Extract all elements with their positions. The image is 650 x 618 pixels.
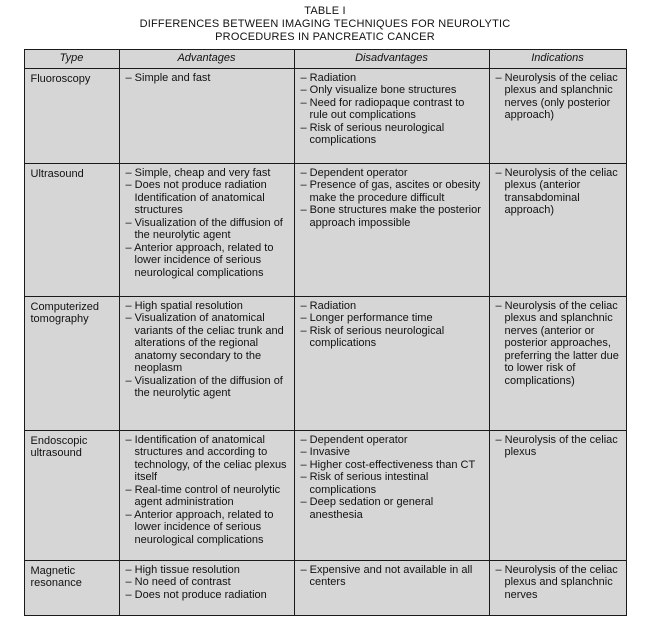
cell-type: Fluoroscopy bbox=[24, 68, 119, 163]
list-item: – Need for radiopaque contrast to rule out complications bbox=[300, 96, 465, 121]
list-item: – Presence of gas, ascites or obesity make the procedure difficult bbox=[300, 179, 481, 204]
cell-indications bbox=[489, 560, 626, 615]
list-item: – Invasive bbox=[300, 446, 351, 458]
list-item: – Identification of anatomical structures and according to technology, of the celiac plexus itself bbox=[125, 433, 287, 483]
list-item: – Does not produce radiation bbox=[125, 588, 267, 601]
cell-indications bbox=[489, 430, 626, 560]
table-row-fluoroscopy bbox=[24, 68, 626, 163]
cell-disadvantages bbox=[294, 296, 489, 430]
list-item: – Neurolysis of the celiac plexus and splanchnic nerves bbox=[495, 563, 618, 601]
cell-type: Computerized tomography bbox=[24, 296, 119, 430]
list-item: – High tissue resolution bbox=[125, 563, 240, 576]
cell-disadvantages bbox=[294, 163, 489, 296]
list-item: – Expensive and not available in all centers bbox=[300, 563, 473, 588]
cell-indications bbox=[489, 68, 626, 163]
list-item: – Bone structures make the posterior approach impossible bbox=[300, 204, 481, 229]
list-item: – Visualization of the diffusion of the neurolytic agent bbox=[125, 374, 283, 399]
list-item: – No need of contrast bbox=[125, 576, 231, 588]
cell-disadvantages bbox=[294, 68, 489, 163]
list-item: – Neurolysis of the celiac plexus and splanchnic nerves (anterior or posterior approaches, preferring the latter due to lower risk of complications) bbox=[495, 299, 619, 387]
list-item: – Neurolysis of the celiac plexus (anterior transabdominal approach) bbox=[495, 166, 618, 216]
cell-indications bbox=[489, 296, 626, 430]
list-item: – Real-time control of neurolytic agent administration bbox=[125, 483, 281, 508]
list-item: – Dependent operator bbox=[300, 433, 408, 446]
table-row-computerized-tomography bbox=[24, 296, 626, 430]
header-row bbox=[24, 50, 626, 69]
col-header-type: Type bbox=[24, 50, 119, 69]
table-caption-line-1: DIFFERENCES BETWEEN IMAGING TECHNIQUES FOR NEUROLYTIC bbox=[139, 18, 511, 30]
list-item: – Simple and fast bbox=[125, 71, 211, 84]
cell-disadvantages bbox=[294, 560, 489, 615]
list-item: – Anterior approach, related to lower incidence of serious neurological complications bbox=[125, 241, 274, 279]
list-item: – Visualization of anatomical variants of the celiac trunk and alterations of the regional anatomy secondary to the neoplasm bbox=[125, 312, 284, 374]
comparison-table bbox=[24, 49, 627, 616]
list-item: – High spatial resolution bbox=[125, 299, 243, 312]
list-item: – Higher cost-effectiveness than CT bbox=[300, 458, 476, 471]
list-item: – Dependent operator bbox=[300, 166, 408, 179]
list-item: – Does not produce radiation bbox=[125, 179, 267, 191]
col-header-indications: Indications bbox=[489, 50, 626, 69]
list-item: – Deep sedation or general anesthesia bbox=[300, 496, 434, 521]
table-heading bbox=[0, 5, 650, 44]
cell-advantages bbox=[119, 163, 294, 296]
cell-advantages bbox=[119, 430, 294, 560]
list-item: – Radiation bbox=[300, 71, 357, 84]
col-header-disadvantages: Disadvantages bbox=[294, 50, 489, 69]
table-caption-line-2: PROCEDURES IN PANCREATIC CANCER bbox=[215, 31, 435, 43]
cell-advantages bbox=[119, 560, 294, 615]
list-item: – Risk of serious neurological complications bbox=[300, 121, 445, 146]
list-item: – Simple, cheap and very fast bbox=[125, 166, 271, 179]
table-row-endoscopic-ultrasound bbox=[24, 430, 626, 560]
cell-disadvantages bbox=[294, 430, 489, 560]
table-row-magnetic-resonance bbox=[24, 560, 626, 615]
list-item: – Risk of serious neurological complications bbox=[300, 324, 445, 349]
list-item: – Longer performance time bbox=[300, 312, 433, 324]
list-item: – Radiation bbox=[300, 299, 357, 312]
list-item: Identification of anatomical structures bbox=[134, 191, 265, 216]
list-item: – Neurolysis of the celiac plexus and splanchnic nerves (only posterior approach) bbox=[495, 71, 618, 121]
cell-advantages bbox=[119, 68, 294, 163]
list-item: – Only visualize bone structures bbox=[300, 84, 457, 96]
cell-indications bbox=[489, 163, 626, 296]
cell-type: Ultrasound bbox=[24, 163, 119, 296]
cell-advantages bbox=[119, 296, 294, 430]
cell-type: Endoscopic ultrasound bbox=[24, 430, 119, 560]
list-item: – Neurolysis of the celiac plexus bbox=[495, 433, 618, 458]
cell-type: Magnetic resonance bbox=[24, 560, 119, 615]
table-label: TABLE I bbox=[304, 5, 346, 17]
list-item: – Anterior approach, related to lower incidence of serious neurological complications bbox=[125, 508, 274, 546]
table-row-ultrasound bbox=[24, 163, 626, 296]
col-header-advantages: Advantages bbox=[119, 50, 294, 69]
list-item: – Risk of serious intestinal complications bbox=[300, 471, 429, 496]
list-item: – Visualization of the diffusion of the neurolytic agent bbox=[125, 216, 283, 241]
